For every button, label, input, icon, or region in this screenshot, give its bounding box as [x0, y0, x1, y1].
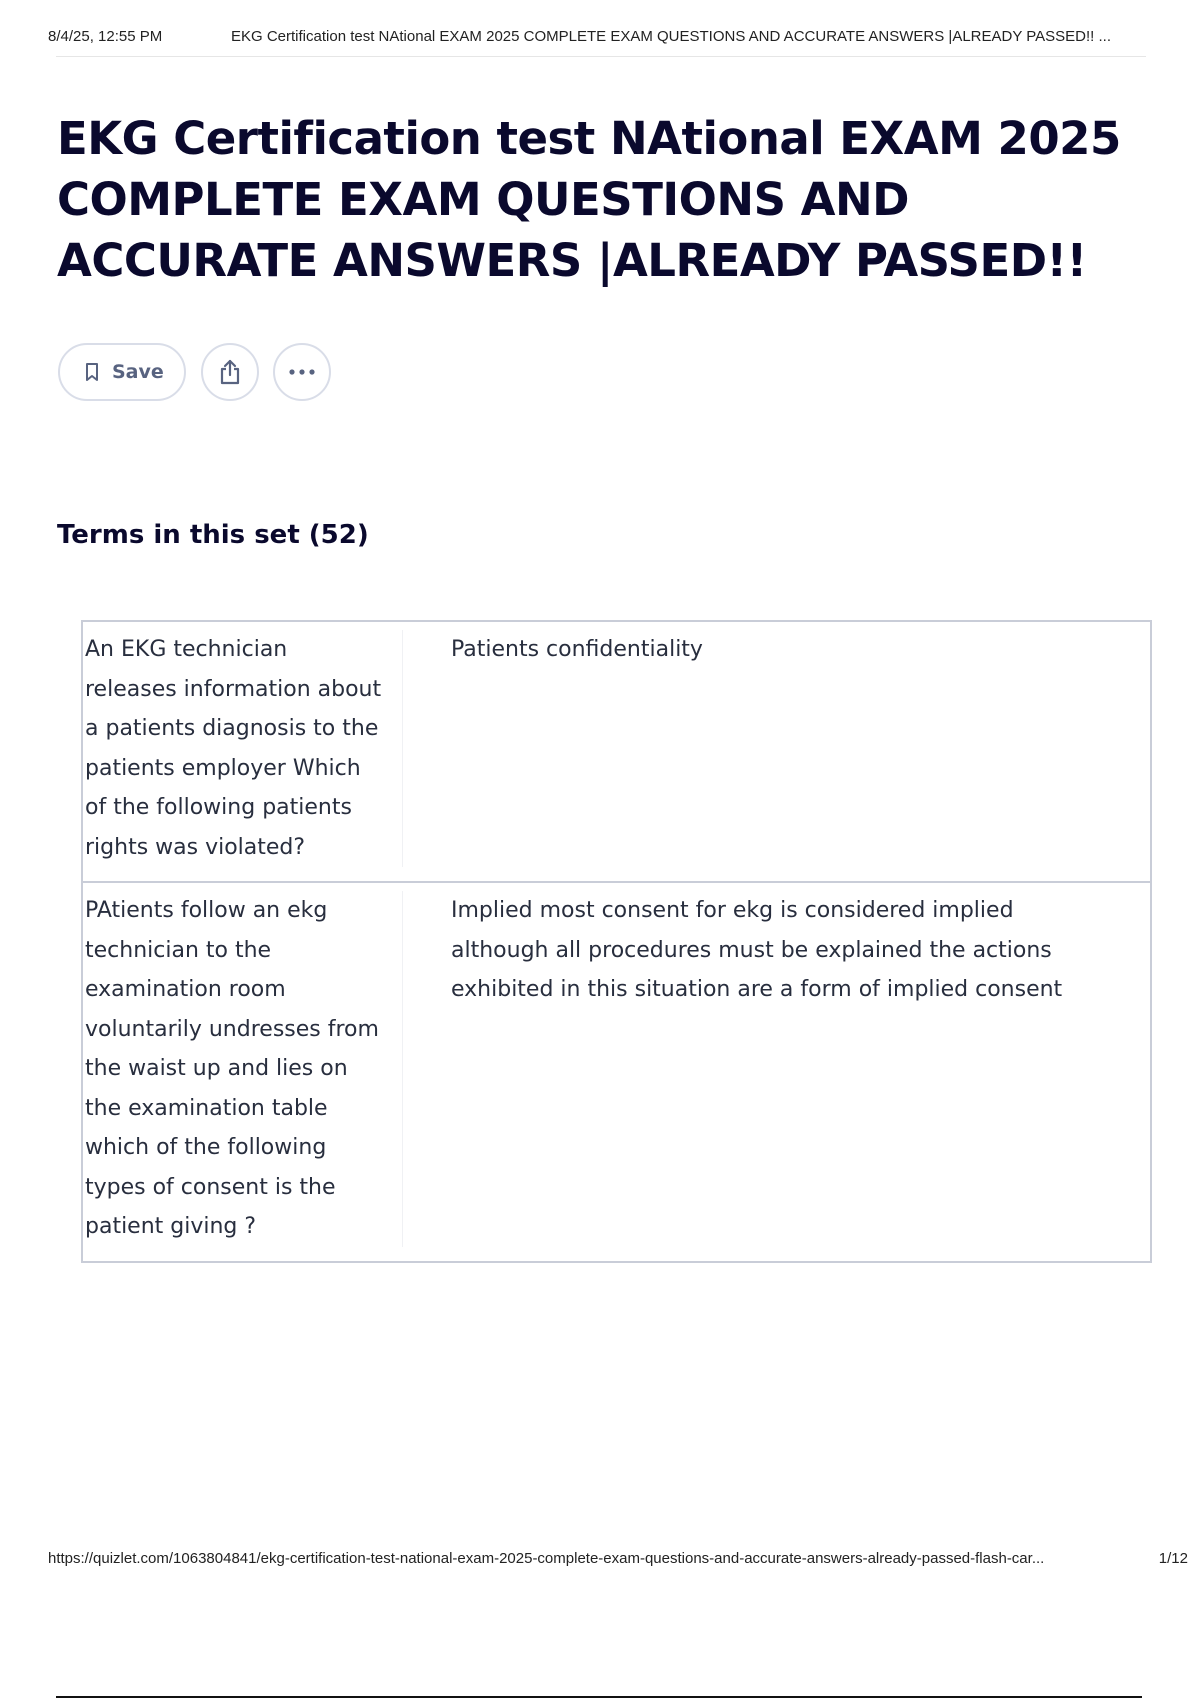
- term-question: An EKG technician releases information about a patients diagnosis to the patients employer Which of the following patients rights was violated?: [83, 630, 403, 867]
- more-options-button[interactable]: [273, 343, 331, 401]
- term-row: [83, 883, 1150, 1261]
- print-footer: [48, 1550, 1188, 1570]
- term-answer: Patients confidentiality: [451, 637, 703, 662]
- terms-table: [81, 620, 1152, 1263]
- terms-heading: Terms in this set (52): [57, 520, 369, 550]
- share-icon: [217, 358, 243, 386]
- print-doc-title: EKG Certification test NAtional EXAM 2025 COMPLETE EXAM QUESTIONS AND ACCURATE ANSWERS |ALREADY PASSED!! ...: [231, 28, 1111, 45]
- print-url: https://quizlet.com/1063804841/ekg-certification-test-national-exam-2025-complete-exam-questions-and-accurate-answers-already-passed-flash-car...: [48, 1550, 1045, 1567]
- bottom-divider: [56, 1696, 1142, 1698]
- save-button[interactable]: [58, 343, 186, 401]
- share-button[interactable]: [201, 343, 259, 401]
- page-title: EKG Certification test NAtional EXAM 2025 COMPLETE EXAM QUESTIONS AND ACCURATE ANSWERS |ALREADY PASSED!!: [57, 112, 1121, 287]
- print-date: 8/4/25, 12:55 PM: [48, 28, 163, 45]
- term-question: PAtients follow an ekg technician to the examination room voluntarily undresses from the waist up and lies on the examination table which of the following types of consent is the patient giving ?: [83, 891, 403, 1247]
- term-answer: Implied most consent for ekg is considered implied although all procedures must be explained the actions exhibited in this situation are a form of implied consent: [451, 898, 1063, 1002]
- print-header: [48, 28, 1170, 48]
- more-icon: [288, 368, 316, 376]
- save-label: Save: [112, 361, 164, 383]
- term-row: [83, 622, 1150, 883]
- bookmark-icon: [84, 362, 100, 382]
- header-divider: [56, 56, 1146, 57]
- page-number: 1/12: [1158, 1550, 1188, 1567]
